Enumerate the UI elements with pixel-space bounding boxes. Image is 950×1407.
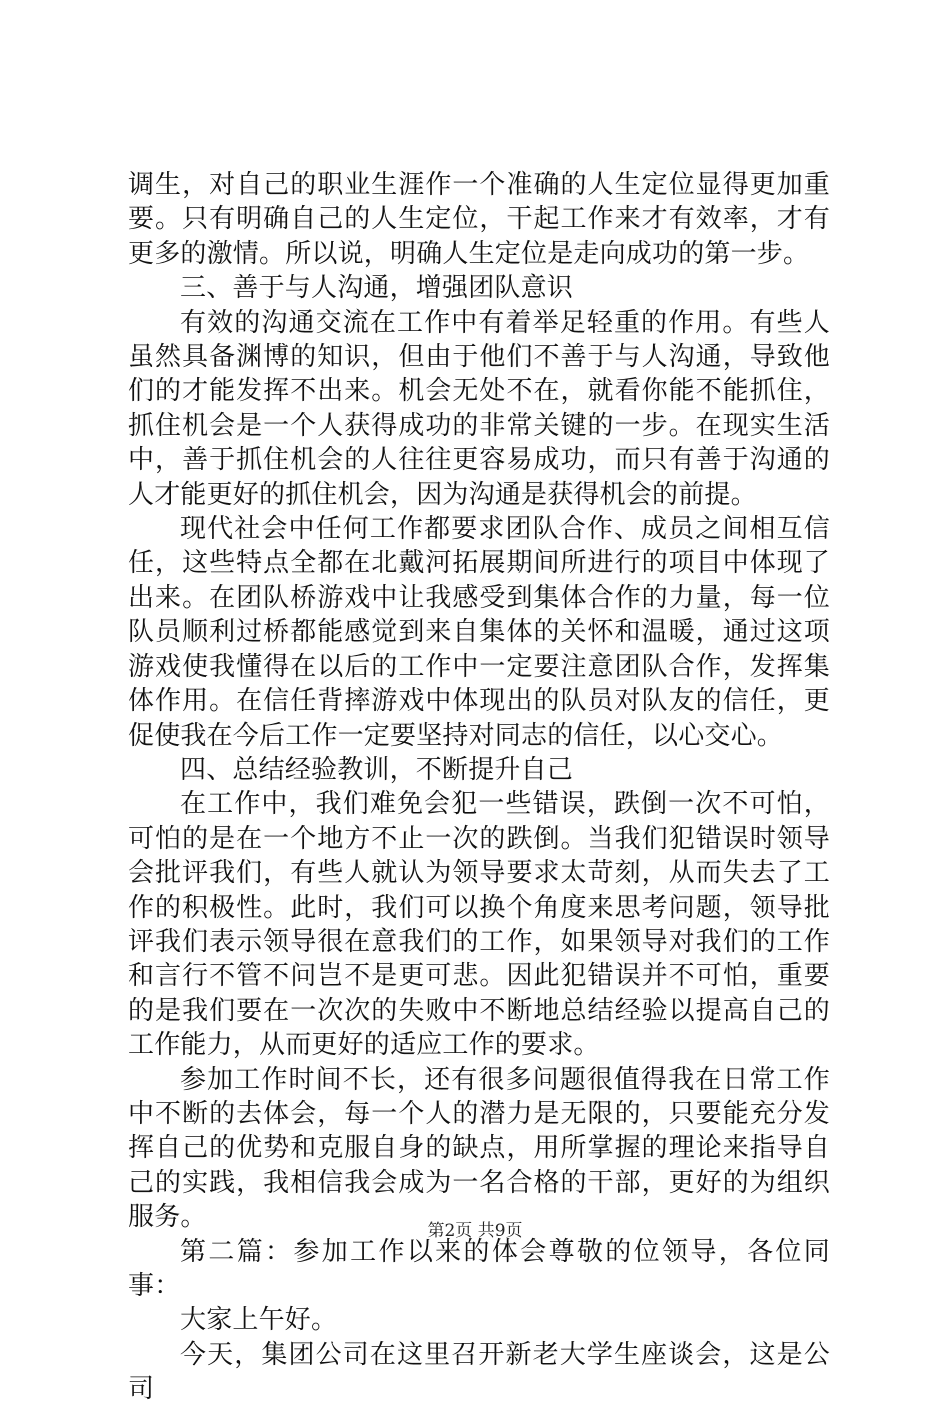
- section-heading-4: 四、总结经验教训，不断提升自己: [180, 754, 574, 785]
- page-footer: 第2页 共9页: [427, 1221, 523, 1241]
- paragraph: 今天，集团公司在这里召开新老大学生座谈会，这是公司: [128, 1339, 830, 1405]
- paragraph: 参加工作时间不长，还有很多问题很值得我在日常工作中不断的去体会，每一个人的潜力是无限的，只要能充分发挥自己的优势和克服自身的缺点，用所掌握的理论来指导自己的实践，我相信我会成为一名合格的干部，更好的为组织服务。: [128, 1064, 830, 1233]
- greeting: 大家上午好。: [180, 1305, 338, 1336]
- paragraph: 有效的沟通交流在工作中有着举足轻重的作用。有些人虽然具备渊博的知识，但由于他们不善于与人沟通，导致他们的才能发挥不出来。机会无处不在，就看你能不能抓住，抓住机会是一个人获得成功的非常关键的一步。在现实生活中，善于抓住机会的人往往更容易成功，而只有善于沟通的人才能更好的抓住机会，因为沟通是获得机会的前提。: [128, 307, 830, 510]
- chapter-heading: 第二篇：参加工作以来的体会尊敬的位领导，各位同事：: [128, 1236, 830, 1301]
- paragraph: 现代社会中任何工作都要求团队合作、成员之间相互信任，这些特点全都在北戴河拓展期间所进行的项目中体现了出来。在团队桥游戏中让我感受到集体合作的力量，每一位队员顺利过桥都能感觉到来自集体的关怀和温暖，通过这项游戏使我懂得在以后的工作中一定要注意团队合作，发挥集体作用。在信任背摔游戏中体现出的队员对队友的信任，更促使我在今后工作一定要坚持对同志的信任，以心交心。: [128, 514, 830, 751]
- section-heading-3: 三、善于与人沟通，增强团队意识: [180, 273, 574, 304]
- paragraph-continuation: 调生，对自己的职业生涯作一个准确的人生定位显得更加重要。只有明确自己的人生定位，干起工作来才有效率，才有更多的激情。所以说，明确人生定位是走向成功的第一步。: [128, 170, 830, 269]
- paragraph: 在工作中，我们难免会犯一些错误，跌倒一次不可怕，可怕的是在一个地方不止一次的跌倒。当我们犯错误时领导会批评我们，有些人就认为领导要求太苛刻，从而失去了工作的积极性。此时，我们可以换个角度来思考问题，领导批评我们表示领导很在意我们的工作，如果领导对我们的工作和言行不管不问岂不是更可悲。因此犯错误并不可怕，重要的是我们要在一次次的失败中不断地总结经验以提高自己的工作能力，从而更好的适应工作的要求。: [128, 789, 830, 1061]
